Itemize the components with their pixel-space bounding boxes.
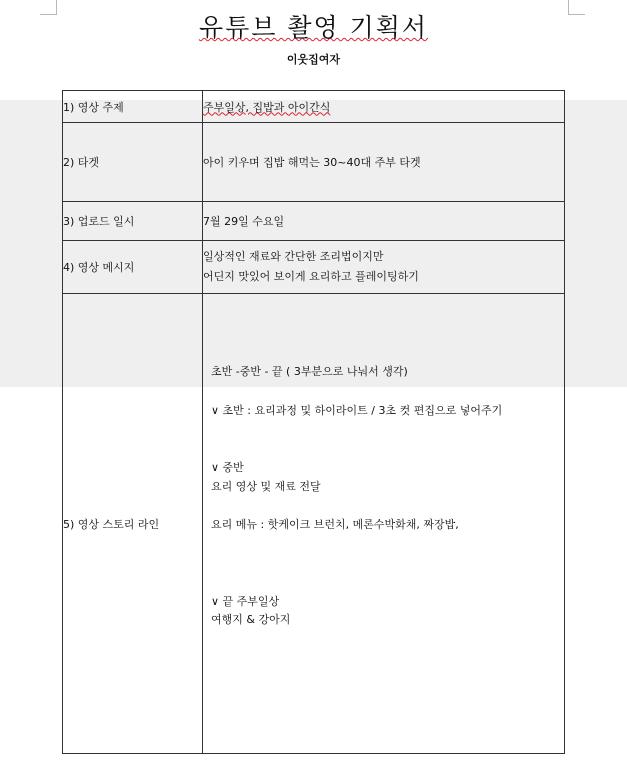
row-content[interactable] bbox=[203, 91, 565, 123]
table-row bbox=[63, 202, 565, 241]
table-row bbox=[63, 91, 565, 123]
document-subtitle[interactable]: 이웃집여자 bbox=[286, 53, 341, 66]
storyline-line: 초반 -중반 - 끝 ( 3부분으로 나눠서 생각) bbox=[211, 364, 408, 378]
row-label[interactable]: 3) 업로드 일시 bbox=[63, 202, 203, 241]
row-label[interactable]: 5) 영상 스토리 라인 bbox=[63, 294, 203, 754]
storyline-line: 요리 메뉴 : 핫케이크 브런치, 메론수박화채, 짜장밥, bbox=[211, 517, 459, 531]
storyline-line: ∨ 초반 : 요리과정 및 하이라이트 / 3초 컷 편집으로 넣어주기 bbox=[211, 403, 503, 417]
storyline-line: ∨ 끝 주부일상 bbox=[211, 594, 280, 608]
row-content[interactable]: 7월 29일 수요일 bbox=[203, 202, 565, 241]
row-label[interactable]: 2) 타겟 bbox=[63, 123, 203, 202]
storyline-line: 요리 영상 및 재료 전달 bbox=[211, 479, 321, 493]
table-row bbox=[63, 294, 565, 754]
message-line: 일상적인 재료와 간단한 조리법이지만 bbox=[203, 250, 384, 263]
row-label[interactable]: 4) 영상 메시지 bbox=[63, 241, 203, 294]
table-row bbox=[63, 123, 565, 202]
storyline-content bbox=[203, 295, 564, 753]
message-line: 어딘지 맛있어 보이게 요리하고 플레이팅하기 bbox=[203, 270, 419, 283]
row-content[interactable] bbox=[203, 241, 565, 294]
row-content[interactable]: 아이 키우며 집밥 해먹는 30~40대 주부 타겟 bbox=[203, 123, 565, 202]
row-content[interactable] bbox=[203, 294, 565, 754]
content-text: 주부일상, 집밥과 아이간식 bbox=[203, 100, 331, 114]
plan-table bbox=[62, 90, 565, 754]
row-label[interactable]: 1) 영상 주제 bbox=[63, 91, 203, 123]
title-text: 유튜브 촬영 기획서 bbox=[198, 13, 429, 42]
storyline-line: 여행지 & 강아지 bbox=[211, 612, 291, 626]
storyline-line: ∨ 중반 bbox=[211, 460, 244, 474]
document-title[interactable] bbox=[0, 8, 627, 44]
table-row bbox=[63, 241, 565, 294]
